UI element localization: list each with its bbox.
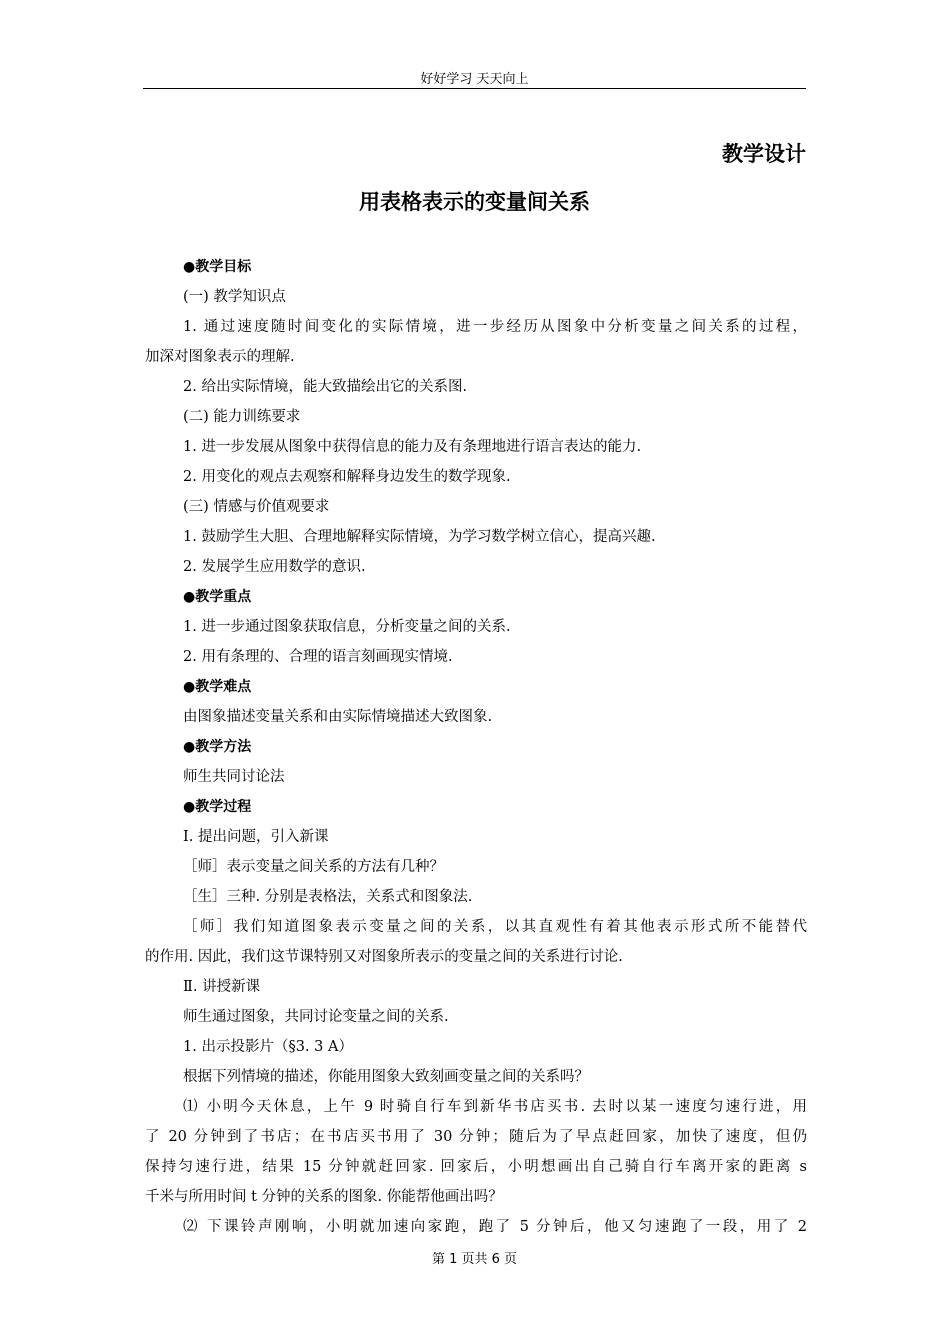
paragraph-line: 1. 出示投影片（§3. 3 A） [183, 1039, 353, 1055]
paragraph-line: 由图象描述变量关系和由实际情境描述大致图象. [183, 709, 493, 725]
paragraph-line: 1. 进一步发展从图象中获得信息的能力及有条理地进行语言表达的能力. [183, 439, 642, 455]
document-body [145, 252, 807, 1242]
section-heading-objectives: ●教学目标 [183, 259, 252, 275]
paragraph-line: 师生共同讨论法 [183, 769, 285, 785]
paragraph-line: 2. 用变化的观点去观察和解释身边发生的数学现象. [183, 469, 511, 485]
section-heading-key-points: ●教学重点 [183, 589, 252, 605]
paragraph-line: 1. 鼓励学生大胆、合理地解释实际情境，为学习数学树立信心，提高兴趣. [183, 529, 656, 545]
paragraph-line: 1. 通过速度随时间变化的实际情境，进一步经历从图象中分析变量之间关系的过程， [183, 319, 807, 335]
paragraph-line: 了 20 分钟到了书店；在书店买书用了 30 分钟；随后为了早点赶回家，加快了速度，但仍 [145, 1129, 807, 1145]
paragraph-line: ⑵ 下课铃声刚响，小明就加速向家跑，跑了 5 分钟后，他又匀速跑了一段，用了 2 [183, 1219, 807, 1235]
dialogue-line: ［师］表示变量之间关系的方法有几种？ [183, 859, 444, 875]
page-header: 好好学习 天天向上 [420, 72, 529, 87]
section-heading-process: ●教学过程 [183, 799, 252, 815]
paragraph-line: 加深对图象表示的理解. [145, 349, 295, 365]
page-footer: 第 1 页共 6 页 [431, 1252, 518, 1267]
paragraph-line: 保持匀速行进，结果 15 分钟就赶回家. 回家后，小明想画出自己骑自行车离开家的距离 s [145, 1159, 807, 1175]
paragraph-line: 1. 进一步通过图象获取信息，分析变量之间的关系. [183, 619, 511, 635]
paragraph-line: 2. 给出实际情境，能大致描绘出它的关系图. [183, 379, 468, 395]
subheading-knowledge: (一) 教学知识点 [183, 289, 286, 305]
paragraph-line: 的作用. 因此，我们这节课特别又对图象所表示的变量之间的关系进行讨论. [145, 949, 623, 965]
section-heading-difficulties: ●教学难点 [183, 679, 252, 695]
paragraph-line: Ⅰ. 提出问题，引入新课 [183, 829, 329, 845]
paragraph-line: ⑴ 小明今天休息，上午 9 时骑自行车到新华书店买书. 去时以某一速度匀速行进，用 [183, 1099, 807, 1115]
subheading-ability: (二) 能力训练要求 [183, 409, 301, 425]
paragraph-line: 2. 用有条理的、合理的语言刻画现实情境. [183, 649, 453, 665]
page-title: 用表格表示的变量间关系 [359, 190, 590, 214]
paragraph-line: Ⅱ. 讲授新课 [183, 979, 261, 995]
document-type-label: 教学设计 [722, 142, 806, 166]
paragraph-line: 师生通过图象，共同讨论变量之间的关系. [183, 1009, 449, 1025]
header-divider [143, 88, 806, 89]
section-heading-methods: ●教学方法 [183, 739, 252, 755]
dialogue-line: ［生］三种. 分别是表格法，关系式和图象法. [183, 889, 473, 905]
paragraph-line: 2. 发展学生应用数学的意识. [183, 559, 366, 575]
dialogue-line: ［师］我们知道图象表示变量之间的关系，以其直观性有着其他表示形式所不能替代 [183, 919, 807, 935]
subheading-values: (三) 情感与价值观要求 [183, 499, 330, 515]
paragraph-line: 根据下列情境的描述，你能用图象大致刻画变量之间的关系吗？ [183, 1069, 589, 1085]
paragraph-line: 千米与所用时间 t 分钟的关系的图象. 你能帮他画出吗？ [145, 1189, 503, 1205]
